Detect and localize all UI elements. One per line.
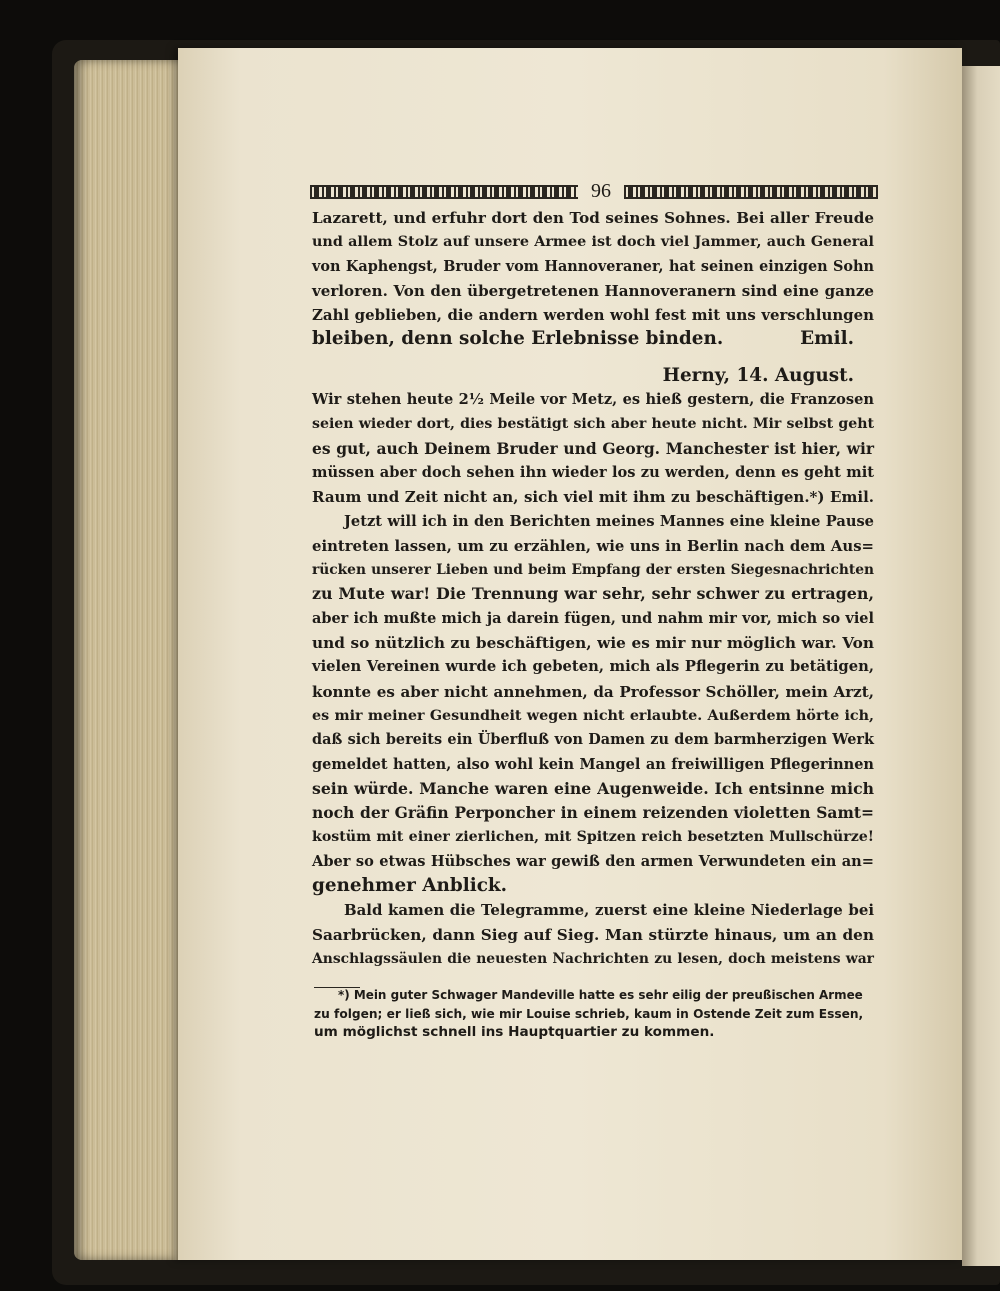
footnote-line: zu folgen; er ließ sich, wie mir Louise schrieb, kaum in Ostende Zeit zum Essen,: [314, 1006, 864, 1021]
text-line: Saarbrücken, dann Sieg auf Sieg. Man stürzte hinaus, um an den: [312, 925, 874, 944]
page-header: [310, 180, 878, 200]
text-line: und so nützlich zu beschäftigen, wie es mir nur möglich war. Von: [312, 634, 874, 653]
text-line: eintreten lassen, um zu erzählen, wie uns in Berlin nach dem Aus=: [312, 536, 874, 555]
text-line: Anschlagssäulen die neuesten Nachrichten zu lesen, doch meistens war: [312, 950, 874, 967]
text-line: aber ich mußte mich ja darein fügen, und nahm mir vor, mich so viel: [312, 609, 874, 627]
facing-page-edge: [962, 66, 1000, 1266]
header-ornament-left: [310, 185, 578, 199]
footnote-line: um möglichst schnell ins Hauptquartier zu kommen.: [314, 1024, 715, 1040]
text-line: Zahl geblieben, die andern werden wohl fest mit uns verschlungen: [312, 306, 874, 325]
signature: Emil.: [800, 328, 854, 350]
text-line: vielen Vereinen wurde ich gebeten, mich als Pflegerin zu betätigen,: [312, 658, 874, 676]
text-line: es gut, auch Deinem Bruder und Georg. Manchester ist hier, wir: [312, 438, 874, 458]
page-edges: [74, 60, 186, 1260]
text-line: gemeldet hatten, also wohl kein Mangel an freiwilligen Pflegerinnen: [312, 755, 874, 773]
text-line: es mir meiner Gesundheit wegen nicht erlaubte. Außerdem hörte ich,: [312, 707, 874, 724]
footnote-line: *) Mein guter Schwager Mandeville hatte es sehr eilig der preußischen Armee: [338, 988, 863, 1002]
text-line: müssen aber doch sehen ihn wieder los zu werden, denn es geht mit: [312, 463, 874, 481]
text-line: kostüm mit einer zierlichen, mit Spitzen reich besetzten Mullschürze!: [312, 829, 874, 846]
text-line: genehmer Anblick.: [312, 875, 508, 897]
text-line: noch der Gräfin Perponcher in einem reizenden violetten Samt=: [312, 803, 874, 823]
text-line: daß sich bereits ein Überfluß von Damen zu dem barmherzigen Werk: [312, 731, 874, 749]
text-line: Bald kamen die Telegramme, zuerst eine kleine Niederlage bei: [344, 901, 874, 920]
text-line: Raum und Zeit nicht an, sich viel mit ihm zu beschäftigen.*) Emil.: [312, 488, 874, 507]
text-line: von Kaphengst, Bruder vom Hannoveraner, hat seinen einzigen Sohn: [312, 257, 874, 275]
header-ornament-right: [624, 185, 878, 199]
text-line: bleiben, denn solche Erlebnisse binden.: [312, 328, 724, 350]
text-line-with-signature: [312, 327, 874, 351]
text-line: seien wieder dort, dies bestätigt sich aber heute nicht. Mir selbst geht: [312, 416, 874, 433]
text-line: Aber so etwas Hübsches war gewiß den armen Verwundeten ein an=: [312, 852, 874, 870]
text-line: konnte es aber nicht annehmen, da Professor Schöller, mein Arzt,: [312, 682, 874, 701]
body-text: [312, 206, 874, 971]
text-line: rücken unserer Lieben und beim Empfang der ersten Siegesnachrichten: [312, 562, 874, 579]
dateline: Herny, 14. August.: [662, 364, 854, 386]
footnote: [314, 986, 866, 1042]
text-line: zu Mute war! Die Trennung war sehr, sehr schwer zu ertragen,: [312, 584, 874, 604]
page-number: 96: [591, 180, 611, 202]
text-line: sein würde. Manche waren eine Augenweide. Ich entsinne mich: [312, 778, 874, 798]
text-line: Jetzt will ich in den Berichten meines Mannes eine kleine Pause: [344, 512, 874, 530]
text-line: Lazarett, und erfuhr dort den Tod seines Sohnes. Bei aller Freude: [312, 209, 874, 227]
text-line: Wir stehen heute 2½ Meile vor Metz, es hieß gestern, die Franzosen: [312, 391, 874, 409]
text-line: verloren. Von den übergetretenen Hannoveranern sind eine ganze: [312, 281, 874, 300]
text-line: und allem Stolz auf unsere Armee ist doch viel Jammer, auch General: [312, 234, 874, 251]
